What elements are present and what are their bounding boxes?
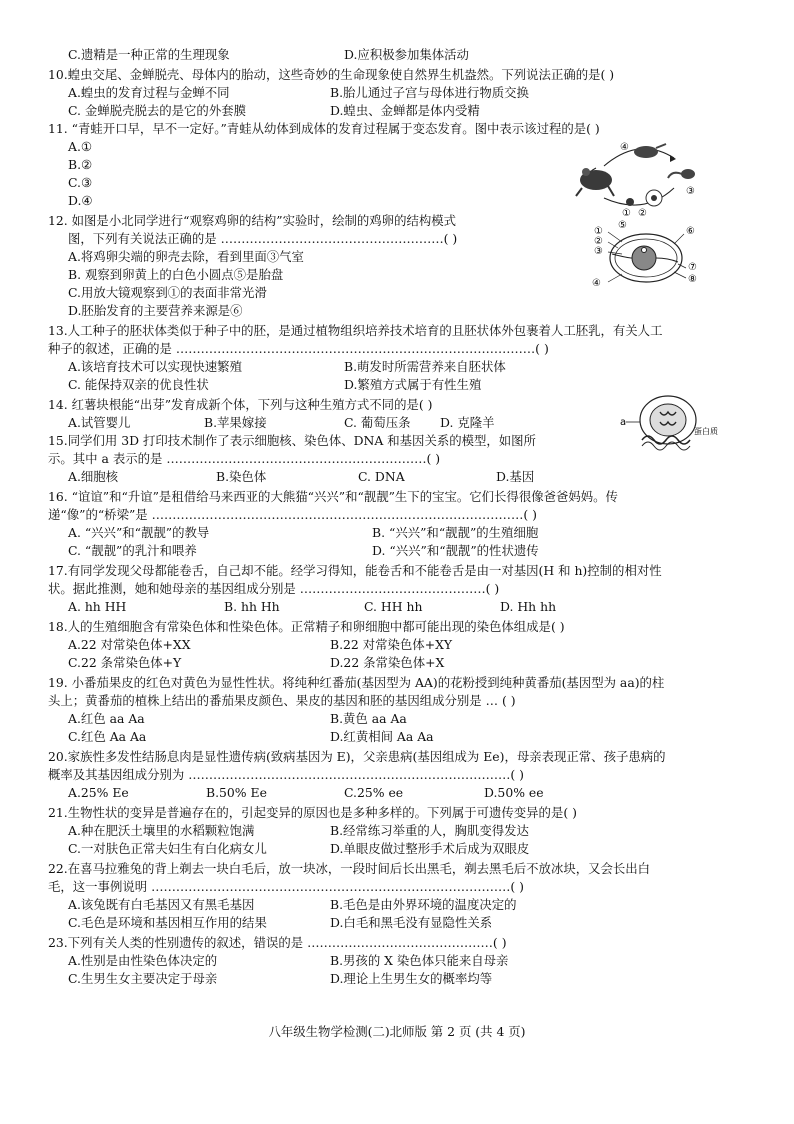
q16-option-a: A. “兴兴”和“靓靓”的教导: [68, 525, 210, 540]
q11-option-d: D.④: [68, 193, 93, 208]
q15-option-d: D.基因: [496, 469, 535, 484]
q11-option-c: C.③: [68, 175, 93, 190]
q13-option-c: C. 能保持双亲的优良性状: [68, 377, 209, 392]
q10-option-a: A.蝗虫的发育过程与金蝉不同: [68, 85, 230, 100]
adult-frog-icon: [576, 168, 614, 196]
q16-option-d: D. “兴兴”和“靓靓”的性状遗传: [372, 543, 539, 558]
q21-stem: 21.生物性状的变异是普遍存在的，引起变异的原因也是多种多样的。下列属于可遗传变异的是( ): [48, 805, 577, 820]
q15-stem-1: 15.同学们用 3D 打印技术制作了表示细胞核、染色体、DNA 和基因关系的模型，如图所: [48, 433, 536, 448]
q17-option-c: C. HH hh: [364, 599, 423, 614]
q20-option-d: D.50% ee: [484, 785, 544, 800]
q22-stem-2: 毛，这一事例说明 ……………………………………………………………………………( ): [48, 879, 524, 894]
q19-option-c: C.红色 Aa Aa: [68, 729, 147, 744]
q17-option-d: D. Hh hh: [500, 599, 557, 614]
q22-option-c: C.毛色是环境和基因相互作用的结果: [68, 915, 267, 930]
q20-stem-2: 概率及其基因组成分别为 ……………………………………………………………………( ): [48, 767, 524, 782]
q21-option-d: D.单眼皮做过整形手术后成为双眼皮: [330, 841, 530, 856]
q11-stem: 11. “青蛙开口早，早不一定好。”青蛙从幼体到成体的发育过程属于变态发育。图中表示该过程的是( ): [48, 121, 600, 136]
egg-label-4: ④: [592, 278, 601, 289]
q14-option-b: B.苹果嫁接: [204, 415, 267, 430]
egg-label-6: ⑥: [686, 226, 695, 237]
q13-stem-2: 种子的叙述，正确的是 ……………………………………………………………………………( ): [48, 341, 549, 356]
q19-stem-2: 头上；黄番茄的植株上结出的番茄果皮颜色、果皮的基因和胚的基因组成分别是 … ( ): [48, 693, 516, 708]
q9-option-c: C.遗精是一种正常的生理现象: [68, 47, 230, 62]
q10-option-d: D.蝗虫、金蝉都是体内受精: [330, 103, 480, 118]
q21-option-b: B.经常练习举重的人，胸肌变得发达: [330, 823, 529, 838]
q17-option-b: B. hh Hh: [224, 599, 280, 614]
frog-label-2: ②: [638, 208, 647, 218]
q18-option-c: C.22 条常染色体+Y: [68, 655, 182, 670]
q13-option-a: A.该培育技术可以实现快速繁殖: [68, 359, 242, 374]
q20-stem-1: 20.家族性多发性结肠息肉是显性遗传病(致病基因为 E)，父亲患病(基因组成为 Ee)，母亲表现正常、孩子患病的: [48, 749, 666, 764]
q23-option-d: D.理论上生男生女的概率均等: [330, 971, 493, 986]
q23-stem: 23.下列有关人类的性别遗传的叙述，错误的是 ………………………………………( ): [48, 935, 507, 950]
young-frog-icon: [634, 144, 666, 158]
q15-option-c: C. DNA: [358, 469, 405, 484]
q23-option-b: B.男孩的 X 染色体只能来自母亲: [330, 953, 509, 968]
q15-stem-2: 示。其中 a 表示的是 ………………………………………………………( ): [48, 451, 441, 466]
q17-stem-1: 17.有同学发现父母都能卷舌，自己却不能。经学习得知，能卷舌和不能卷舌是由一对基因(H 和 h)控制的相对性: [48, 563, 662, 578]
q17-option-a: A. hh HH: [68, 599, 127, 614]
frog-life-cycle-figure: [574, 138, 706, 218]
q15-option-b: B.染色体: [216, 469, 267, 484]
q12-option-a: A.将鸡卵尖端的卵壳去除，看到里面③气室: [68, 249, 304, 264]
q14-option-d: D. 克隆羊: [440, 415, 495, 430]
q21-option-a: A.种在肥沃土壤里的水稻颗粒饱满: [68, 823, 255, 838]
q12-option-c: C.用放大镜观察到①的表面非常光滑: [68, 285, 267, 300]
q22-stem-1: 22.在喜马拉雅兔的背上剃去一块白毛后，放一块冰，一段时间后长出黑毛，剃去黑毛后不放冰块，又会长出白: [48, 861, 651, 876]
q17-stem-2: 状。据此推测，她和她母亲的基因组成分别是 ………………………………………( ): [48, 581, 500, 596]
q9-option-d: D.应积极参加集体活动: [344, 47, 469, 62]
q19-option-d: D.红黄相间 Aa Aa: [330, 729, 434, 744]
frog-label-3: ③: [686, 186, 695, 197]
q23-option-c: C.生男生女主要决定于母亲: [68, 971, 218, 986]
q18-option-d: D.22 条常染色体+X: [330, 655, 445, 670]
q14-stem: 14. 红薯块根能“出芽”发育成新个体，下列与这种生殖方式不同的是( ): [48, 397, 433, 412]
q20-option-c: C.25% ee: [344, 785, 404, 800]
q16-stem-2: 递“像”的“桥梁”是 ………………………………………………………………………………( ): [48, 507, 537, 522]
q18-option-b: B.22 对常染色体+XY: [330, 637, 453, 652]
q16-stem-1: 16. “谊谊”和“升谊”是租借给马来西亚的大熊猫“兴兴”和“靓靓”生下的宝宝。它们长得很像爸爸妈妈。传: [48, 489, 618, 504]
q10-stem: 10.蝗虫交尾、金蝉脱壳、母体内的胎动，这些奇妙的生命现象使自然界生机盎然。下列说法正确的是( ): [48, 67, 615, 82]
q22-option-a: A.该兔既有白毛基因又有黑毛基因: [68, 897, 255, 912]
q14-option-c: C. 葡萄压条: [344, 415, 411, 430]
q13-option-b: B.萌发时所需营养来自胚状体: [344, 359, 506, 374]
q15-option-a: A.细胞核: [68, 469, 119, 484]
q20-option-a: A.25% Ee: [68, 785, 129, 800]
tadpole-icon: [668, 169, 695, 179]
q10-option-b: B.胎儿通过子宫与母体进行物质交换: [330, 85, 529, 100]
q22-option-d: D.白毛和黑毛没有显隐性关系: [330, 915, 493, 930]
q12-stem-2: 图，下列有关说法正确的是 ………………………………………………( ): [68, 231, 458, 246]
egg-label-1: ①: [594, 226, 603, 237]
frog-label-1: ①: [622, 208, 631, 218]
egg-label-3: ③: [594, 246, 603, 257]
q20-option-b: B.50% Ee: [206, 785, 267, 800]
q14-option-a: A.试管婴儿: [68, 415, 131, 430]
q12-option-b: B. 观察到卵黄上的白色小圆点⑤是胎盘: [68, 267, 284, 282]
q19-option-a: A.红色 aa Aa: [68, 711, 145, 726]
chromosome-label-protein: 蛋白质: [694, 427, 718, 436]
q18-option-a: A.22 对常染色体+XX: [68, 637, 191, 652]
q21-option-c: C.一对肤色正常夫妇生有白化病女儿: [68, 841, 267, 856]
q19-option-b: B.黄色 aa Aa: [330, 711, 407, 726]
chromosome-model-figure: [620, 388, 720, 464]
q13-stem-1: 13.人工种子的胚状体类似于种子中的胚，是通过植物组织培养技术培育的且胚状体外包裹着人工胚乳，有关人工: [48, 323, 663, 338]
page-footer: 八年级生物学检测(二)北师版 第 2 页 (共 4 页): [268, 1024, 526, 1039]
q18-stem: 18.人的生殖细胞含有常染色体和性染色体。正常精子和卵细胞中都可能出现的染色体组成是( ): [48, 619, 565, 634]
q13-option-d: D.繁殖方式属于有性生殖: [344, 377, 482, 392]
q12-stem-1: 12. 如图是小北同学进行“观察鸡卵的结构”实验时，绘制的鸡卵的结构模式: [48, 213, 457, 228]
q10-option-c: C. 金蝉脱壳脱去的是它的外套膜: [68, 103, 246, 118]
chromosome-label-a: a: [620, 417, 627, 428]
q12-option-d: D.胚胎发育的主要营养来源是⑥: [68, 303, 243, 318]
q23-option-a: A.性别是由性染色体决定的: [68, 953, 218, 968]
egg-label-2: ②: [594, 236, 603, 247]
egg-label-7: ⑦: [688, 262, 697, 273]
q11-option-a: A.①: [68, 139, 92, 154]
bird-egg-structure-figure: [582, 218, 706, 294]
egg-label-5: ⑤: [618, 220, 627, 231]
egg-label-8: ⑧: [688, 274, 697, 285]
q22-option-b: B.毛色是由外界环境的温度决定的: [330, 897, 517, 912]
q16-option-c: C. “靓靓”的乳汁和喂养: [68, 543, 197, 558]
q11-option-b: B.②: [68, 157, 93, 172]
q19-stem-1: 19. 小番茄果皮的红色对黄色为显性性状。将纯种红番茄(基因型为 AA)的花粉授到纯种黄番茄(基因型为 aa)的柱: [48, 675, 665, 690]
frog-label-4: ④: [620, 142, 629, 153]
q16-option-b: B. “兴兴”和“靓靓”的生殖细胞: [372, 525, 539, 540]
